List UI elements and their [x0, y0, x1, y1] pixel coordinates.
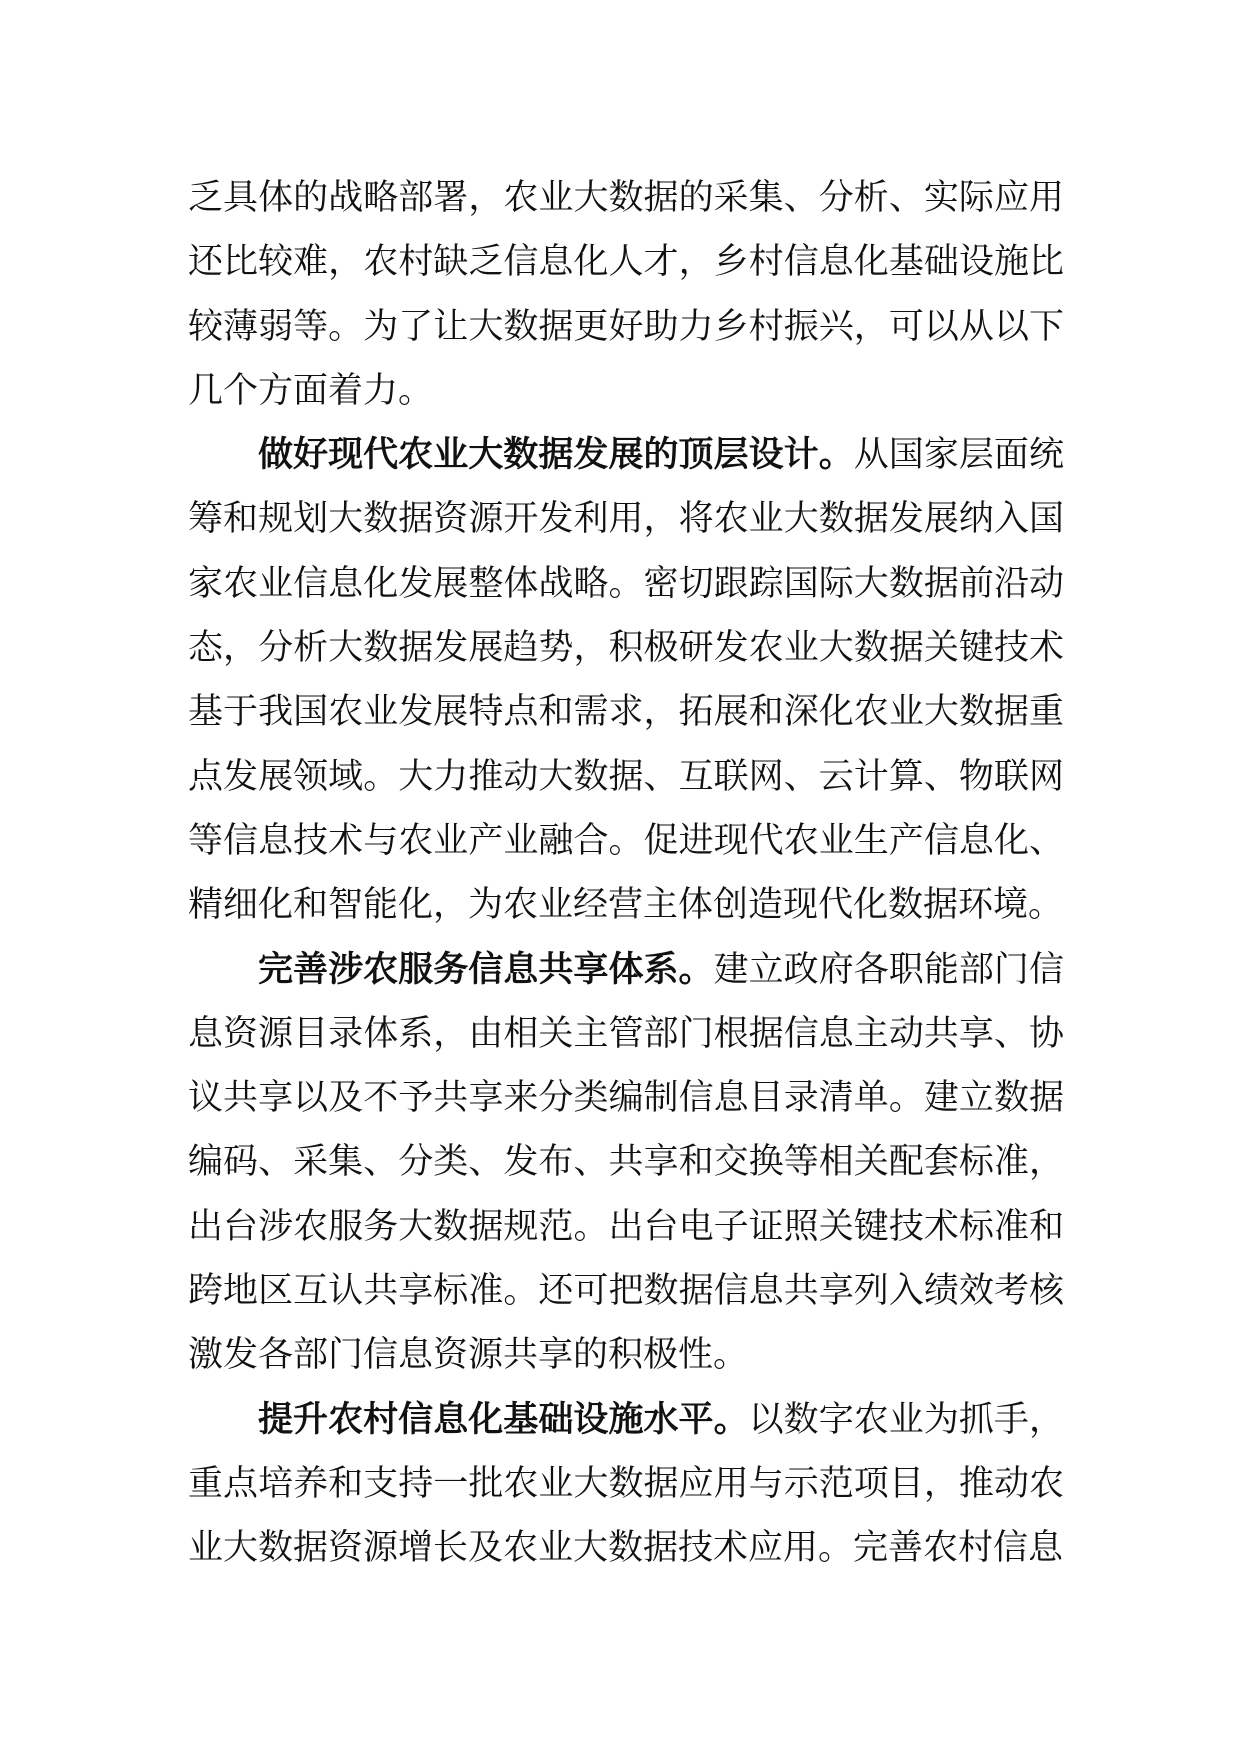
- paragraph-top-level-design: [188, 423, 1064, 937]
- paragraph-text: 乏具体的战略部署，农业大数据的采集、分析、实际应用还比较难，农村缺乏信息化人才，乡村信息化基础设施比较薄弱等。为了让大数据更好助力乡村振兴，可以从以下几个方面着力。: [188, 178, 1064, 411]
- paragraph-heading: 提升农村信息化基础设施水平。: [258, 1399, 749, 1440]
- paragraph-text: 建立政府各职能部门信息资源目录体系，由相关主管部门根据信息主动共享、协议共享以及不予共享来分类编制信息目录清单。建立数据编码、采集、分类、发布、共享和交换等相关配套标准，出台涉农服务大数据规范。出台电子证照关键技术标准和跨地区互认共享标准。还可把数据信息共享列入绩效考核激发各部门信息资源共享的积极性。: [188, 949, 1064, 1376]
- paragraph-text: 从国家层面统筹和规划大数据资源开发利用，将农业大数据发展纳入国家农业信息化发展整体战略。密切跟踪国际大数据前沿动态，分析大数据发展趋势，积极研发农业大数据关键技术基于我国农业发展特点和需求，拓展和深化农业大数据重点发展领域。大力推动大数据、互联网、云计算、物联网等信息技术与农业产业融合。促进现代农业生产信息化、精细化和智能化，为农业经营主体创造现代化数据环境。: [188, 435, 1064, 926]
- paragraph-info-sharing: [188, 938, 1064, 1388]
- paragraph-heading: 做好现代农业大数据发展的顶层设计。: [258, 435, 854, 476]
- paragraph-continuation: [188, 166, 1064, 423]
- paragraph-text: 以数字农业为抓手，重点培养和支持一批农业大数据应用与示范项目，推动农业大数据资源增长及农业大数据技术应用。完善农村信息: [188, 1399, 1064, 1569]
- paragraph-infrastructure: [188, 1388, 1064, 1581]
- paragraph-heading: 完善涉农服务信息共享体系。: [258, 949, 714, 990]
- document-body: [188, 166, 1064, 1581]
